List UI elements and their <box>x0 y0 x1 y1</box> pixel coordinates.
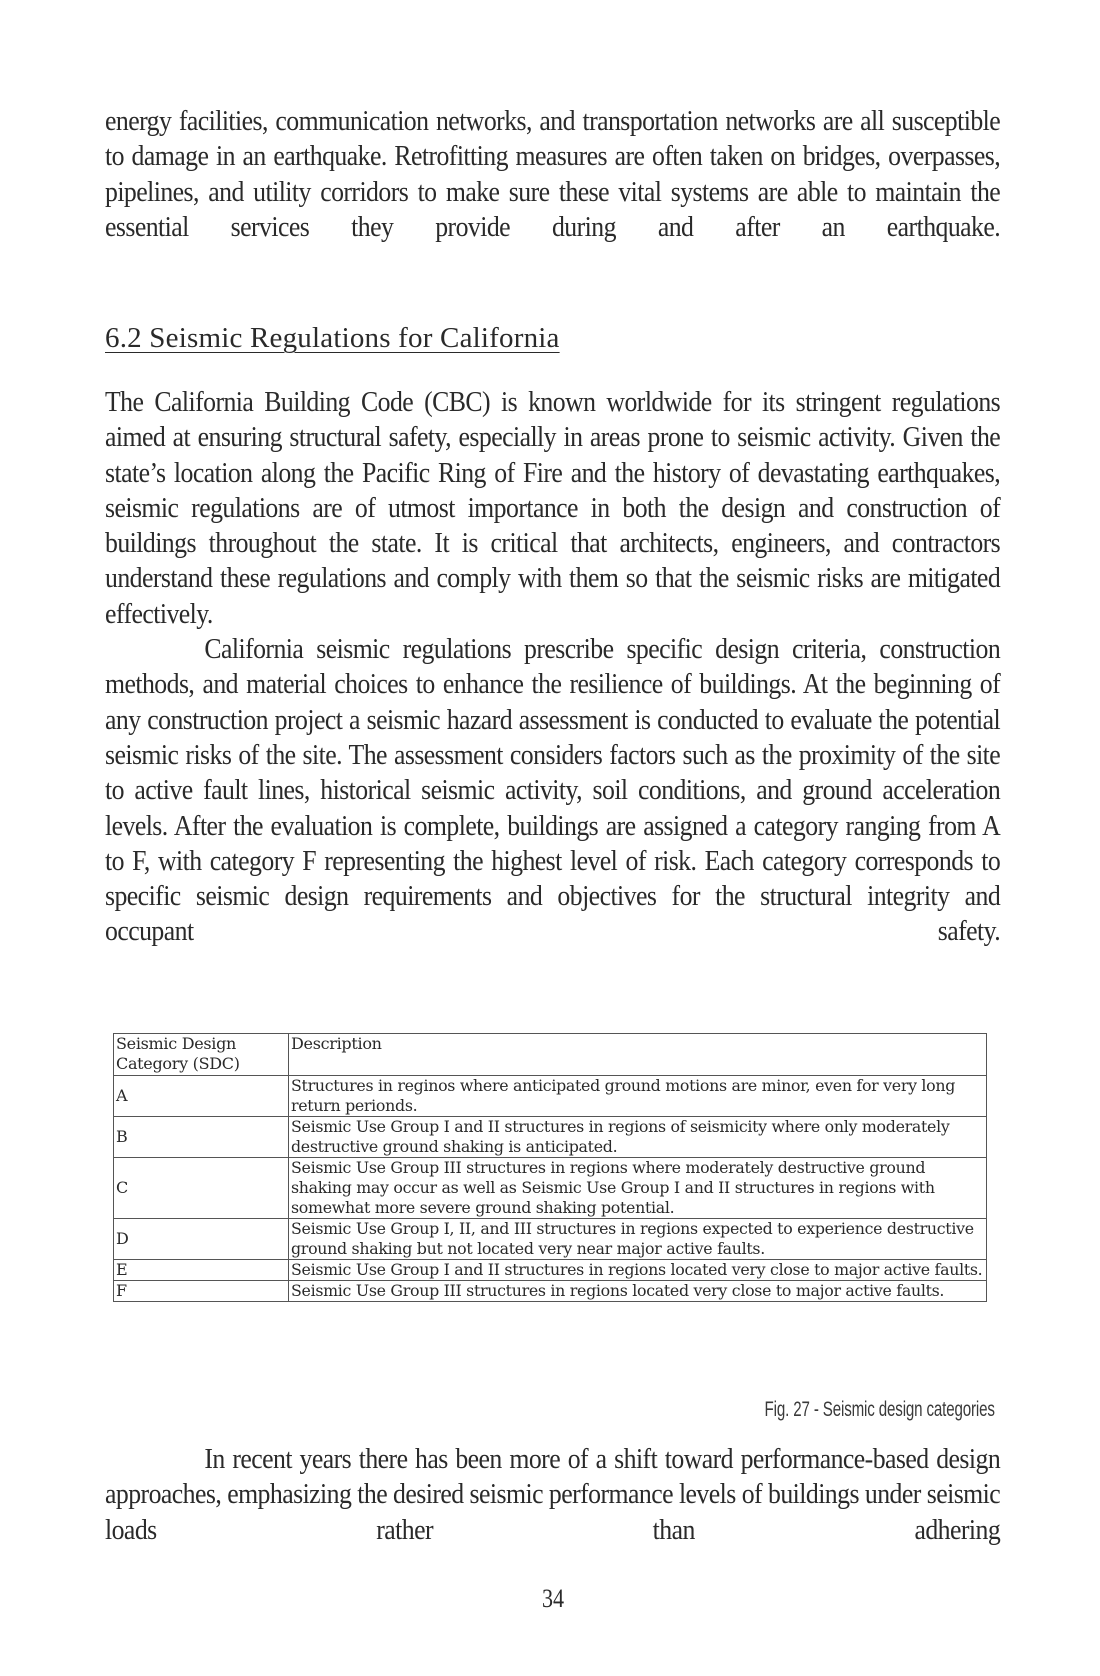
table-cell-category: D <box>114 1219 289 1260</box>
table-row <box>114 1076 987 1117</box>
table-cell-description: Seismic Use Group III structures in regions located very close to major active faults. <box>289 1281 987 1302</box>
section-heading: 6.2 Seismic Regulations for California <box>105 322 560 354</box>
table-cell-description: Seismic Use Group I and II structures in regions located very close to major active faults. <box>289 1260 987 1281</box>
seismic-design-category-table <box>113 1033 987 1302</box>
table-cell-category: B <box>114 1117 289 1158</box>
table-row <box>114 1260 987 1281</box>
table-cell-category: F <box>114 1281 289 1302</box>
section-body <box>105 385 1078 950</box>
page-number: 34 <box>541 1584 564 1613</box>
table-cell-description: Seismic Use Group I, II, and III structures in regions expected to experience destructive ground shaking but not located very near major active faults. <box>289 1219 987 1260</box>
table-row <box>114 1281 987 1302</box>
paragraph-performance: In recent years there has been more of a shift toward performance-based design approaches, emphasizing the desired seismic performance levels of buildings under seismic loads rather than adhering <box>105 1444 1001 1546</box>
table-header-category: Seismic Design Category (SDC) <box>114 1034 289 1076</box>
page-number-container <box>105 1584 1000 1614</box>
paragraph-cbc: The California Building Code (CBC) is known worldwide for its stringent regulations aimed at ensuring structural safety, especially in areas prone to seismic activity. Given the state’s location along the Pacific Ring of Fire and the history of devastating earthquakes, seismic regulations are of utmost importance in both the design and construction of buildings throughout the state. It is critical that architects, engineers, and contractors understand these regulations and comply with them so that the seismic risks are mitigated effectively. <box>105 387 1001 630</box>
table-header-row <box>114 1034 987 1076</box>
table-row <box>114 1158 987 1219</box>
table-row <box>114 1219 987 1260</box>
table-cell-category: C <box>114 1158 289 1219</box>
table-header-description: Description <box>289 1034 987 1076</box>
paragraph-intro: energy facilities, communication networks, and transportation networks are all susceptible to damage in an earthquake. Retrofitting measures are often taken on bridges, overpasses, pipelines, and utility corridors to make sure these vital systems are able to maintain the essential services they provide during and after an earthquake. <box>105 106 1001 243</box>
table-cell-description: Seismic Use Group I and II structures in regions of seismicity where only moderately destructive ground shaking is anticipated. <box>289 1117 987 1158</box>
table-cell-category: A <box>114 1076 289 1117</box>
table-cell-category: E <box>114 1260 289 1281</box>
table-cell-description: Structures in reginos where anticipated ground motions are minor, even for very long return perionds. <box>289 1076 987 1117</box>
paragraph-regulations: California seismic regulations prescribe specific design criteria, construction methods, and material choices to enhance the resilience of buildings. At the beginning of any construction project a seismic hazard assessment is conducted to evaluate the potential seismic risks of the site. The assessment considers factors such as the proximity of the site to active fault lines, historical seismic activity, soil conditions, and ground acceleration levels. After the evaluation is complete, buildings are assigned a category ranging from A to F, with category F representing the highest level of risk. Each category corresponds to specific seismic design requirements and objectives for the structural integrity and occupant safety. <box>105 634 1001 948</box>
table-row <box>114 1117 987 1158</box>
figure-caption: Fig. 27 - Seismic design categories <box>764 1398 995 1421</box>
table-cell-description: Seismic Use Group III structures in regions where moderately destructive ground shaking may occur as well as Seismic Use Group I and II structures in regions with somewhat more severe ground shaking potential. <box>289 1158 987 1219</box>
